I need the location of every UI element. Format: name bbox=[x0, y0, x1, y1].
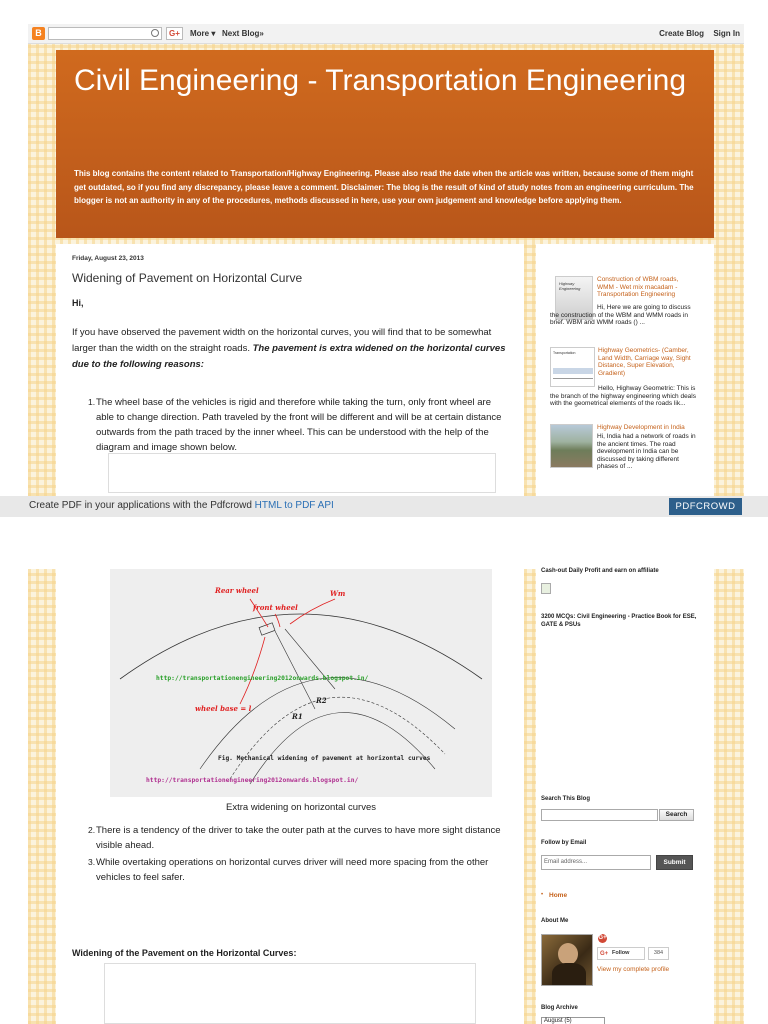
avatar[interactable] bbox=[541, 934, 593, 986]
about-me-title: About Me bbox=[541, 918, 569, 924]
image-frame-2 bbox=[104, 963, 476, 1024]
related-post-2[interactable] bbox=[550, 347, 700, 417]
gplus-follow-button[interactable] bbox=[597, 947, 645, 960]
related-post-1[interactable] bbox=[550, 276, 700, 336]
sign-in-link[interactable]: Sign In bbox=[713, 29, 740, 38]
follow-label: Follow bbox=[612, 950, 630, 956]
blog-description: This blog contains the content related to Transportation/Highway Engineering. Please also read the date when the article was written, because some of them might get outdated, so if you find any discrepancy, please leave a comment. Disclaimer: The blog is the result of kind of study notes from an engineering curriculum. The blogger is not an authority in any of the procedures, methods discussed in here, use your own judgement and knowledge before applying them. bbox=[74, 169, 694, 205]
road-curve-2 bbox=[230, 697, 445, 779]
widening-diagram bbox=[110, 569, 492, 797]
post-date: Friday, August 23, 2013 bbox=[72, 255, 144, 262]
diagram-url-1: http://transportationengineering2012onwards.blogspot.in/ bbox=[156, 675, 369, 682]
follow-email-title: Follow by Email bbox=[541, 840, 587, 846]
list-text: The wheel base of the vehicles is rigid and therefore while taking the turn, only front wheel are able to change direction. Path traveled by the front will be different and will be at certain distance outwards from the path traced by the inner wheel. This can be understood with the help of the diagram and image shown below. bbox=[96, 397, 502, 453]
gplus-share-button[interactable]: G+ bbox=[166, 27, 183, 40]
section-subheading: Widening of the Pavement on the Horizontal Curves: bbox=[72, 948, 297, 958]
pdfcrowd-footer bbox=[0, 496, 768, 517]
email-field[interactable]: Email address... bbox=[541, 855, 651, 870]
related-post-snippet: Hello, Highway Geometric: This is the branch of the highway engineering which deals with the geometrical elements of the roads lik... bbox=[550, 385, 696, 408]
list-number: 3. bbox=[88, 857, 96, 867]
intro-text: If you have observed the pavement width on the horizontal curves, you will find that to be somewhat larger than the width on the straight roads. bbox=[72, 327, 492, 354]
post-greeting: Hi, bbox=[72, 298, 84, 308]
gplus-icon[interactable]: G+ bbox=[598, 935, 607, 941]
figure-caption: Extra widening on horizontal curves bbox=[226, 802, 376, 813]
intro-bold-text: The pavement is extra widened on the horizontal curves due to the following reasons: bbox=[72, 343, 506, 370]
blog-search-input[interactable] bbox=[541, 809, 658, 821]
submit-button[interactable]: Submit bbox=[656, 855, 693, 870]
blogger-navbar bbox=[28, 24, 744, 44]
next-blog-link[interactable]: Next Blog» bbox=[222, 29, 264, 38]
wm-label: Wm bbox=[330, 589, 346, 598]
diagram-figure-label: Fig. Mechanical widening of pavement at horizontal curves bbox=[218, 755, 431, 762]
blog-header bbox=[56, 50, 714, 238]
pdfcrowd-button[interactable]: PDFCROWD bbox=[669, 498, 742, 515]
search-button[interactable]: Search bbox=[659, 809, 694, 821]
post-title[interactable]: Widening of Pavement on Horizontal Curve bbox=[72, 271, 303, 285]
blogger-logo-icon[interactable]: B bbox=[32, 27, 45, 40]
pdfcrowd-text-wrapper bbox=[29, 500, 334, 511]
gplus-small-icon: G+ bbox=[600, 951, 609, 957]
create-blog-link[interactable]: Create Blog bbox=[659, 29, 704, 38]
view-profile-link[interactable]: View my complete profile bbox=[597, 966, 670, 973]
r1-line bbox=[275, 631, 315, 709]
road-curve-3 bbox=[250, 713, 435, 784]
navbar-search-input[interactable] bbox=[48, 27, 162, 40]
thumbnail-caption: Highway Engineering bbox=[559, 281, 581, 291]
blog-archive-title: Blog Archive bbox=[541, 1005, 578, 1011]
front-wheel-label: front wheel bbox=[253, 603, 298, 612]
related-post-snippet: Hi, India had a network of roads in the ancient times. The road development in India can be discussed by taking different phases of ... bbox=[597, 433, 696, 471]
blog-title[interactable]: Civil Engineering - Transportation Engineering bbox=[74, 64, 687, 97]
search-icon[interactable] bbox=[151, 29, 159, 37]
related-post-snippet: Hi, Here we are going to discuss the construction of the WBM and WMM roads in brief. WBM and WMM roads () ... bbox=[550, 304, 691, 327]
html-to-pdf-api-link[interactable]: HTML to PDF API bbox=[254, 500, 334, 511]
rear-wheel-label: Rear wheel bbox=[215, 586, 259, 595]
list-number: 2. bbox=[88, 825, 96, 835]
home-bullet: • bbox=[541, 892, 544, 898]
diagram-svg bbox=[110, 569, 492, 797]
affiliate-label: Cash-out Daily Profit and earn on affiliate bbox=[541, 568, 659, 574]
list-text: While overtaking operations on horizontal curves driver will need more spacing from the other vehicles to feel safer. bbox=[96, 857, 489, 883]
wheel-base-label: wheel base = l bbox=[195, 704, 252, 713]
related-post-title[interactable]: Construction of WBM roads, WMM - Wet mix macadam - Transportation Engineering bbox=[597, 276, 679, 299]
outer-curve bbox=[120, 614, 482, 679]
list-text: There is a tendency of the driver to take the outer path at the curves to have more sight distance visible ahead. bbox=[96, 825, 501, 851]
r2-label: R2 bbox=[316, 696, 327, 705]
related-post-title[interactable]: Highway Development in India bbox=[597, 424, 685, 431]
pdfcrowd-text: Create PDF in your applications with the Pdfcrowd bbox=[29, 500, 252, 511]
post-intro bbox=[72, 325, 508, 373]
related-thumbnail[interactable] bbox=[550, 424, 593, 468]
thumbnail-caption: Transportation bbox=[553, 351, 576, 355]
related-post-title[interactable]: Highway Geometrics- (Camber, Land Width, Carriage way, Sight Distance, Super Elevation, Gradient) bbox=[598, 347, 691, 377]
list-number: 1. bbox=[88, 397, 96, 407]
follower-count: 384 bbox=[648, 947, 669, 960]
more-menu-button[interactable]: More ▾ bbox=[190, 29, 216, 38]
r1-label: R1 bbox=[292, 712, 303, 721]
broken-image-icon[interactable] bbox=[541, 583, 551, 594]
front-wheel-pointer bbox=[275, 614, 280, 627]
archive-dropdown[interactable]: August (5) bbox=[541, 1017, 605, 1024]
diagram-image-frame bbox=[108, 453, 496, 493]
home-link[interactable]: Home bbox=[549, 892, 568, 899]
related-post-3[interactable] bbox=[550, 424, 700, 484]
search-widget-title: Search This Blog bbox=[541, 796, 591, 802]
mcq-book-label[interactable]: 3200 MCQs: Civil Engineering - Practice Book for ESE, GATE & PSUs bbox=[541, 614, 697, 628]
diagram-url-2: http://transportationengineering2012onwards.blogspot.in/ bbox=[146, 777, 359, 784]
wheel-base-pointer bbox=[240, 637, 265, 704]
related-thumbnail[interactable] bbox=[550, 347, 595, 387]
